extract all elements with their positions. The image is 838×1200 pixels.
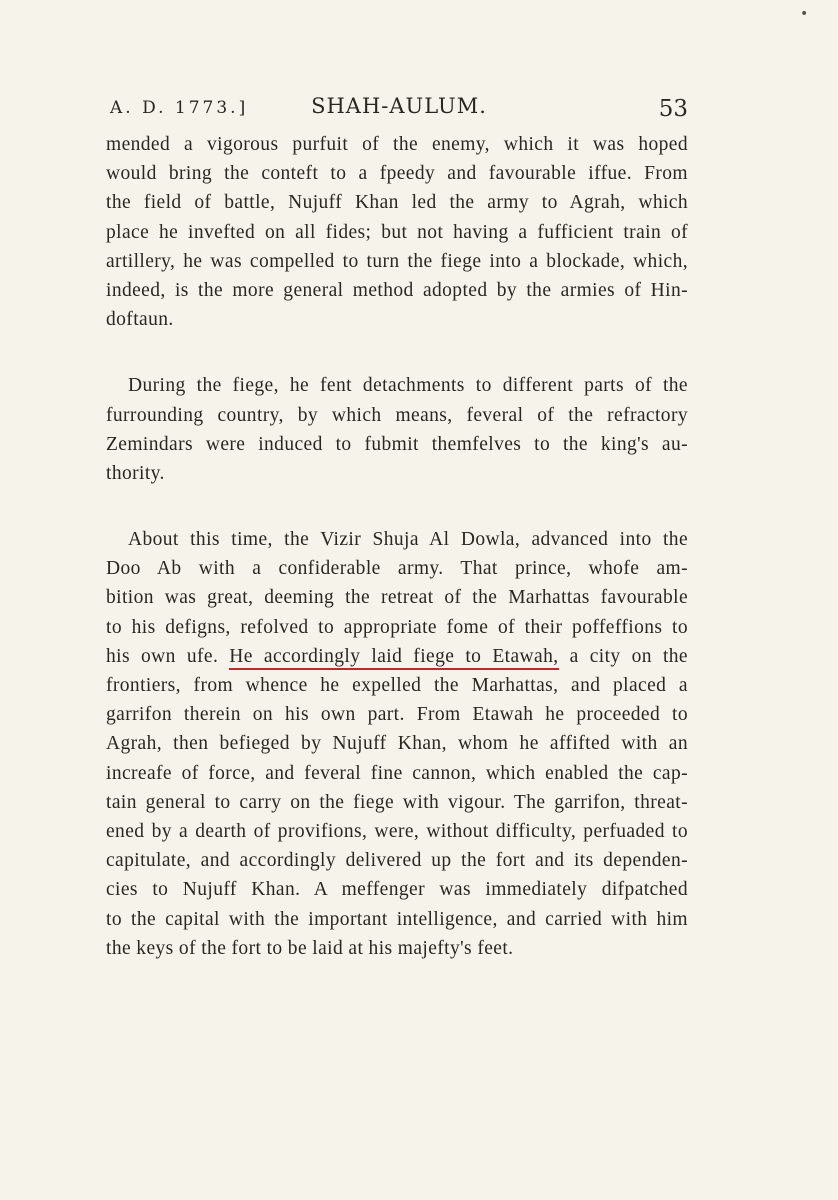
paragraph-2 — [106, 371, 688, 488]
text-line: thority. — [106, 462, 165, 484]
text-line: furrounding country, by which means, feveral of the refractory — [106, 404, 688, 426]
text-line: the keys of the fort to be laid at his majefty's feet. — [106, 937, 514, 959]
text-line: place he invefted on all fides; but not having a fufficient train of — [106, 221, 688, 243]
paragraph-gap — [106, 334, 688, 371]
text-line: increafe of force, and feveral fine cannon, which enabled the cap- — [106, 762, 688, 784]
text-line: cies to Nujuff Khan. A meffenger was immediately difpatched — [106, 879, 688, 901]
running-header — [110, 94, 688, 124]
text-line: indeed, is the more general method adopted by the armies of Hin- — [106, 279, 688, 301]
text-segment: a city on the — [558, 645, 688, 667]
corner-mark: • — [800, 6, 809, 22]
text-line: frontiers, from whence he expelled the Marhattas, and placed a — [106, 675, 688, 696]
paragraph-1 — [106, 130, 688, 334]
text-line: doftaun. — [106, 309, 174, 331]
body-text — [106, 130, 688, 963]
text-line: Zemindars were induced to fubmit themfelves to the king's au- — [106, 433, 688, 455]
text-line: garrifon therein on his own part. From Etawah he proceeded to — [106, 704, 688, 726]
paragraph-3 — [106, 525, 688, 963]
text-line: to his defigns, refolved to appropriate fome of their poffeffions to — [106, 616, 688, 638]
text-line: During the fiege, he fent detachments to different parts of the — [128, 375, 688, 397]
text-line: mended a vigorous purfuit of the enemy, which it was hoped — [106, 134, 688, 155]
text-line: ened by a dearth of provifions, were, without difficulty, perfuaded to — [106, 820, 688, 842]
text-line: About this time, the Vizir Shuja Al Dowla, advanced into the — [128, 529, 688, 551]
paragraph-gap — [106, 488, 688, 525]
text-line: bition was great, deeming the retreat of the Marhattas favourable — [106, 587, 688, 609]
text-line: would bring the conteft to a fpeedy and favourable iffue. From — [106, 163, 688, 185]
text-line: tain general to carry on the fiege with vigour. The garrifon, threat- — [106, 791, 688, 813]
text-line: artillery, he was compelled to turn the fiege into a blockade, which, — [106, 250, 688, 272]
text-line: to the capital with the important intelligence, and carried with him — [106, 908, 688, 930]
header-title: SHAH-AULUM. — [311, 94, 487, 118]
text-line: capitulate, and accordingly delivered up the fort and its dependen- — [106, 850, 688, 872]
underlined-line — [106, 642, 688, 671]
text-line: the field of battle, Nujuff Khan led the army to Agrah, which — [106, 192, 688, 214]
text-line: Doo Ab with a confiderable army. That prince, whofe am- — [106, 558, 688, 580]
text-segment: his own ufe. — [106, 645, 230, 667]
header-date: A. D. 1773.] — [110, 98, 249, 118]
page-number: 53 — [658, 96, 688, 122]
underlined-phrase: He accordingly laid fiege to Etawah, — [229, 646, 558, 670]
text-line: Agrah, then befieged by Nujuff Khan, whom he affifted with an — [106, 733, 688, 755]
